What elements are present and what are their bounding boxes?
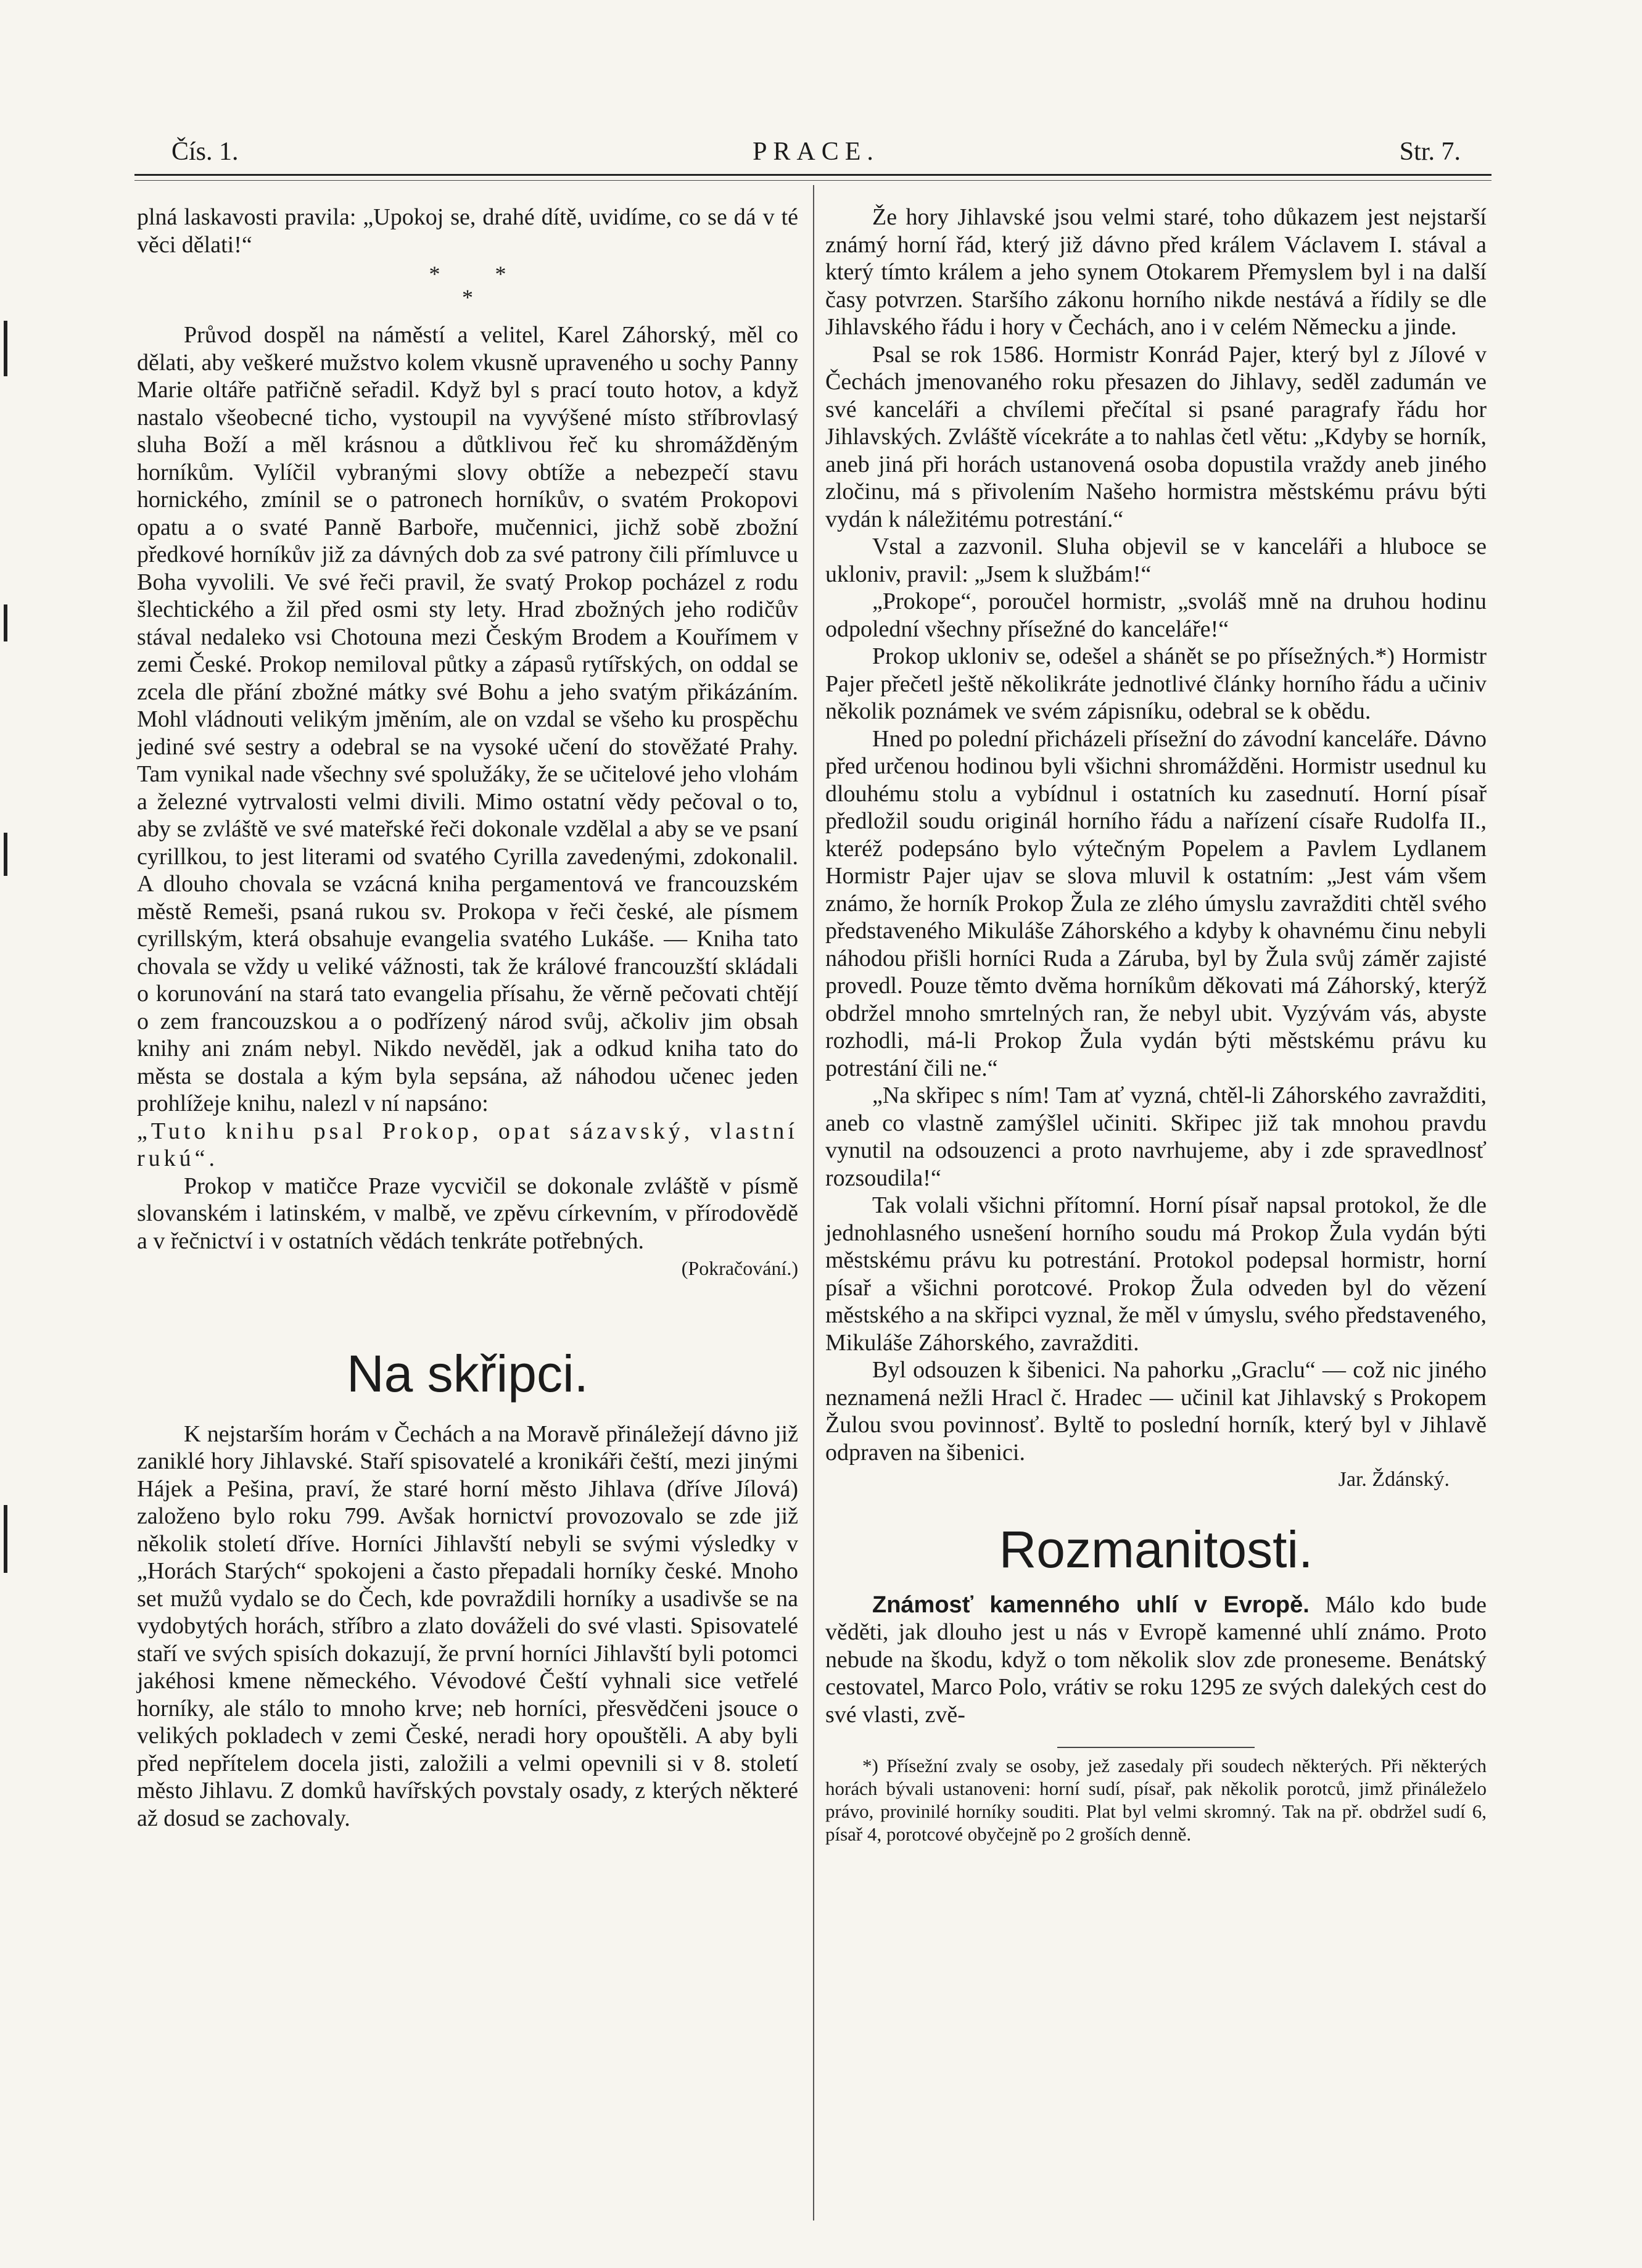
article-paragraph: Psal se rok 1586. Hormistr Konrád Pajer, který byl z Jílové v Čechách jmenovaného roku přesazen do Jihlavy, seděl zadumán ve své kanceláři a chvílemi přečítal si psané paragrafy řádu hor Jihlavských. Zvláště vícekráte a to nahlas četl větu: „Kdyby se horník, aneb jiná při horách ustanovená osoba dopustila vraždy aneb jiného zločinu, má s přivolením Našeho hormistra městskému právu býti vydán k náležitému potrestání.“: [825, 341, 1487, 532]
column-divider: [813, 185, 814, 2221]
misc-paragraph: [825, 1591, 1487, 1729]
star-separator: *: [462, 285, 473, 310]
misc-text: Málo kdo bude věděti, jak dlouho jest u nás v Evropě kamenné uhlí známo. Proto nebude na škodu, když o tom několik slov zde proneseme. Benátský cestovatel, Marco Polo, vrátiv se roku 1295 ze svých dalekých cest do své vlasti, zvě-: [825, 1591, 1487, 1728]
misc-heading: Známosť kamenného uhlí v Evropě.: [872, 1591, 1310, 1618]
story-intro: plná laskavosti pravila: „Upokoj se, drahé dítě, uvidíme, co se dá v té věci dělati!“: [137, 204, 798, 258]
margin-mark: [4, 1505, 7, 1573]
margin-mark: [4, 604, 7, 641]
author-signature: Jar. Ždánský.: [1338, 1468, 1450, 1491]
footnote-text: *) Přísežní zvaly se osoby, jež zasedaly při soudech některých. Při některých horách bývali ustanoveni: horní sudí, písař, pak několik porotců, jimž přináleželo právo, provinilé horníky souditi. Plat byl velmi skromný. Tak na př. obdržel sudí 6, písař 4, porotcové obyčejně po 2 groších denně.: [825, 1755, 1487, 1845]
article-paragraph: Hned po polední přicházeli přísežní do závodní kanceláře. Dávno před určenou hodinou byli všichni shromážděni. Hormistr usednul ku dlouhému stolu a vybídnul i ostatních ku zasednutí. Horní písař předložil soudu originál horního řádu a nařízení císaře Rudolfa II., kteréž podepsáno bylo výtečným Popelem a Pavlem Lydlanem Hormistr Pajer ujav se slova mluvil k ostatním: „Jest vám všem známo, že horník Prokop Žula ze zlého úmyslu zavražditi chtěl svého představeného Mikuláše Záhorského a kdyby k ohavnému činu nebyli náhodou přišli horníci Ruda a Záruba, byl by Žula svůj záměr zajisté provedl. Pouze těmto dvěma horníkům děkovati má Záhorský, kterýž obdržel mnoho smrtelných ran, že nebyl ubit. Vyzývám vás, abyste rozhodli, má-li Prokop Žula vydán býti městskému právu ku potrestání čili ne.“: [825, 725, 1487, 1081]
right-column: [825, 204, 1487, 1845]
article-paragraph: Že hory Jihlavské jsou velmi staré, toho důkazem jest nejstarší známý horní řád, který již dávno před králem Václavem I. stával a který tímto králem a jeho synem Otokarem Přemyslem byl i na další časy potvrzen. Staršího zákonu horního nikde nestává a řídily se dle Jihlavského řádu i hory v Čechách, ano i v celém Německu a jinde.: [825, 204, 1487, 340]
binding-margin: [0, 0, 25, 2268]
article-paragraph: Vstal a zazvonil. Sluha objevil se v kanceláři a hluboce se ukloniv, pravil: „Jsem k službám!“: [825, 534, 1487, 587]
article-paragraph: „Na skřipec s ním! Tam ať vyzná, chtěl-li Záhorského zavražditi, aneb co vlastně zamýšlel učiniti. Skřipec již tak mnohou pravdu vynutil na odsouzenci a proto navrhujeme, aby i zde spravedlnosť rozsoudila!“: [825, 1082, 1487, 1191]
section-title-na-skripci: Na skřipci.: [346, 1344, 589, 1403]
article-paragraph: Prokop ukloniv se, odešel a shánět se po přísežných.*) Hormistr Pajer přečetl ještě několikráte jednotlivé články horního řádu a učiniv několik poznámek ve svém zápisníku, odebral se k obědu.: [825, 643, 1487, 724]
story-paragraph: Prokop v matičce Praze vycvičil se dokonale zvláště v písmě slovanském i latinském, v malbě, ve zpěvu církevním, v přírodovědě a v řečnictví i v ostatních vědách tenkráte potřebných.: [137, 1173, 798, 1254]
book-quote: „Tuto knihu psal Prokop, opat sázavský, vlastní rukú“.: [137, 1118, 798, 1171]
article-paragraph: K nejstarším horám v Čechách a na Moravě přináležejí dávno již zaniklé hory Jihlavské. Staří spisovatelé a kronikáři čeští, mezi jinými Hájek a Pešina, praví, že staré horní město Jihlava (dříve Jílová) založeno bylo roku 799. Avšak hornictví provozovalo se zde již několik století dříve. Horníci Jihlavští nebyli se svými výsledky v „Horách Starých“ spokojeni a často přepadali horníky české. Mnoho set mužů vydalo se do Čech, kde povraždili horníky a usadivše se na vydobytých horách, stříbro a zlato dováželi do své vlasti. Spisovatelé staří ve svých spisích dokazují, že první horníci Jihlavští byli potomci jakéhosi kmene německého. Vévodové Čeští vyhnali sice vetřelé horníky, ale stálo to mnoho krve; neb horníci, přesvědčeni jsouce o velikých pokladech v zemi České, neradi hory opouštěli. A aby byli před nepřítelem docela jisti, založili a velmi opevnili si v 8. století město Jihlavu. Z domků havířských povstaly osady, z kterých některé až dosud se zachovaly.: [137, 1421, 798, 1831]
story-paragraph: Průvod dospěl na náměstí a velitel, Karel Záhorský, měl co dělati, aby veškeré mužstvo kolem vkusně upraveného u sochy Panny Marie oltáře patřičně seřadil. Když byl s prací touto hotov, a když nastalo všeobecné ticho, vystoupil na vyvýšené místo stříbrovlasý sluha Boží a měl krásnou a důtklivou řeč ku shromážděným horníkům. Vylíčil vybranými slovy obtíže a nebezpečí stavu hornického, zmínil se o patronech horníkův, o svatém Prokopovi opatu a o svaté Panně Barboře, mučennici, jichž sobě zbožní předkové horníkův již za dávných dob za své patrony čili přímluvce u Boha vyvolili. Ve své řeči pravil, že svatý Prokop pocházel z rodu šlechtického a žil před osmi sty lety. Hrad zbožných jeho rodičův stával nedaleko vsi Chotouna mezi Českým Brodem a Kouřímem v zemi České. Prokop nemiloval půtky a zápasů rytířských, on oddal se zcela dle přání zbožné mátky své Bohu a jeho svatým přikázáním. Mohl vládnouti velikým jměním, ale on vzdal se všeho ku prospěchu jediné své sestry a odebral se na vysoké učení do stověžaté Prahy. Tam vynikal nade všechny své spolužáky, že se učitelové jeho vlohám a železné vytrvalosti velmi divili. Mimo ostatní vědy pečoval o to, aby se zvláště ve své mateřské řeči dokonale vzdělal a aby se ve psaní cyrillkou, to jest literami od svatého Cyrilla zavedenými, zdokonalil. A dlouho chovala se vzácná kniha pergamentová ve francouzském městě Remeši, psaná rukou sv. Prokopa v řeči české, ale písmem cyrillským, která obsahuje evangelia svatého Lukáše. — Kniha tato chovala se vždy u veliké vážnosti, tak že králové francouzští skládali o korunování na stará tato evangelia přísahu, že věrně pečovati chtějí o zem francouzskou a o podřízený národ svůj, ačkoliv jim obsah knihy ani znám nebyl. Nikdo nevěděl, jak a odkud kniha tato do města se dostala a kým byla sepsána, až náhodou učenec jeden prohlížeje knihu, nalezl v ní napsáno:: [137, 322, 798, 1116]
newspaper-title: PRACE.: [753, 138, 880, 166]
star-separator: *: [429, 262, 440, 286]
article-paragraph: „Prokope“, poroučel hormistr, „svoláš mně na druhou hodinu odpolední všechny přísežné do kanceláře!“: [825, 588, 1487, 642]
article-paragraph: Tak volali všichni přítomní. Horní písař napsal protokol, že dle jednohlasného usnešení horního soudu má Prokop Žula vydán býti městskému právu ku potrestání. Protokol podepsal hormistr, horní písař a všichni porotcové. Prokop Žula odveden byl do vězení městského a na skřipci vyznal, že měl v úmyslu, svého představeného, Mikuláše Záhorského, zavražditi.: [825, 1192, 1487, 1356]
section-title-rozmanitosti: Rozmanitosti.: [999, 1520, 1313, 1578]
issue-number: Čís. 1.: [171, 138, 239, 166]
footnote: [825, 1754, 1487, 1845]
page-header: [171, 137, 1461, 174]
left-column: [137, 204, 798, 1832]
section-separator: [137, 262, 798, 309]
margin-mark: [4, 833, 7, 876]
header-rule: [134, 174, 1491, 176]
star-separator: *: [495, 262, 506, 286]
header-rule-thin: [134, 180, 1491, 181]
continued-note: (Pokračování.): [681, 1257, 798, 1279]
footnote-rule: [1057, 1747, 1255, 1748]
page-number: Str. 7.: [1399, 138, 1461, 166]
margin-mark: [4, 321, 7, 376]
article-paragraph: Byl odsouzen k šibenici. Na pahorku „Graclu“ — což nic jiného neznamená nežli Hracl č. Hradec — učinil kat Jihlavský s Prokopem Žulou svou povinnosť. Byltě to poslední horník, který byl v Jihlavě odpraven na šibenici.: [825, 1357, 1487, 1466]
